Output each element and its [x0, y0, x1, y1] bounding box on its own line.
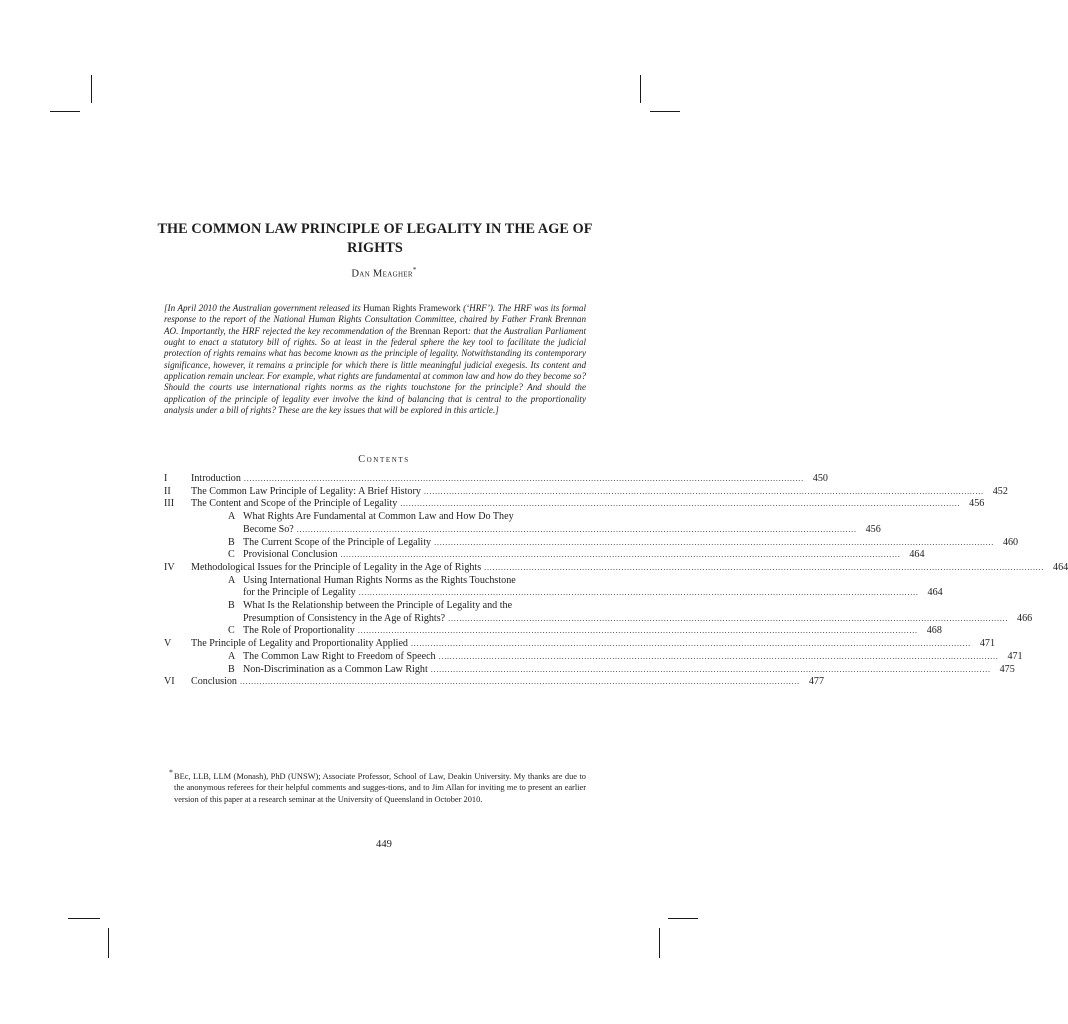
table-of-contents	[164, 473, 1068, 689]
toc-entry-title: Become So?	[243, 523, 294, 535]
toc-leader-dots: ........................................................................................................................................................................................................	[296, 524, 857, 534]
toc-section-number: VI	[164, 676, 175, 688]
toc-entry-title: The Role of Proportionality	[243, 625, 355, 637]
toc-entry-title: The Content and Scope of the Principle of Legality	[191, 498, 398, 510]
toc-entry-title: The Common Law Right to Freedom of Speech	[243, 650, 436, 662]
abstract-text: (‘HRF’). The HRF was its formal response to the report of the National Human Rights Consultation Committee, chaired by Father Frank Brennan AO. Importantly, the HRF rejected the key recommendation of the	[164, 303, 586, 336]
toc-leader-dots: ........................................................................................................................................................................................................	[430, 664, 991, 674]
toc-page-number: 452	[992, 485, 1008, 497]
toc-subsection-letter: B	[228, 663, 235, 675]
toc-entry-title: The Principle of Legality and Proportionality Applied	[191, 638, 408, 650]
toc-entry	[164, 511, 586, 524]
toc-leader-dots: ........................................................................................................................................................................................................	[438, 651, 999, 661]
author-line	[0, 266, 768, 280]
crop-mark-top-right-horizontal	[650, 111, 680, 112]
toc-page-number: 464	[927, 587, 943, 599]
article-title: THE COMMON LAW PRINCIPLE OF LEGALITY IN THE AGE OF RIGHTS	[157, 221, 593, 256]
toc-entry-title: Using International Human Rights Norms as the Rights Touchstone	[243, 574, 516, 586]
toc-entry-title: What Rights Are Fundamental at Common Law and How Do They	[243, 511, 514, 523]
toc-entry	[164, 498, 985, 511]
toc-entry	[164, 523, 881, 537]
toc-leader-dots: ........................................................................................................................................................................................................	[484, 562, 1045, 572]
toc-entry	[164, 612, 1033, 626]
author-name: Dan Meagher	[351, 268, 413, 280]
toc-entry	[164, 650, 1023, 664]
crop-mark-top-left-vertical	[91, 75, 92, 103]
toc-section-number: I	[164, 473, 168, 484]
toc-entry	[164, 638, 995, 651]
toc-entry-title: Conclusion	[191, 676, 237, 688]
toc-subsection-letter: A	[228, 511, 236, 523]
toc-entry	[164, 676, 824, 689]
toc-leader-dots: ........................................................................................................................................................................................................	[410, 639, 971, 649]
crop-mark-bottom-right-horizontal	[668, 918, 698, 919]
toc-page-number: 477	[808, 676, 824, 688]
toc-entry-title: What Is the Relationship between the Principle of Legality and the	[243, 600, 513, 612]
toc-page-number: 456	[865, 523, 881, 535]
toc-section-number: IV	[164, 561, 175, 573]
page-number: 449	[376, 839, 392, 850]
toc-subsection-letter: A	[228, 574, 236, 586]
toc-entry-title: Non-Discrimination as a Common Law Right	[243, 663, 428, 675]
toc-leader-dots: ........................................................................................................................................................................................................	[448, 613, 1009, 623]
toc-page-number: 468	[926, 625, 942, 637]
toc-section-number: V	[164, 638, 172, 650]
author-footnote-mark: *	[412, 266, 417, 274]
toc-page-number: 464	[1053, 561, 1068, 573]
toc-section-number: III	[164, 498, 175, 510]
toc-entry	[164, 473, 828, 486]
abstract-text: : that the Australian Parliament ought to enact a statutory bill of rights. So at least in the federal sphere the key tool to facilitate the judicial protection of rights remains what has become known as the principle of legality. Notwithstanding its contemporary significance, however, it remains a principle for which there is little meaningful judicial exegesis. Its content and application remain unclear. For example, what rights are fundamental at common law and how do they become so? Should the courts use international rights norms as the rights touchstone for the principle? And should the application of the principle of legality ever involve the kind of balancing that is central to the proportionality analysis under a bill of rights? These are the key issues that will be explored in this article.]	[164, 325, 586, 416]
toc-entry	[164, 536, 1019, 550]
toc-subsection-letter: B	[228, 600, 235, 612]
toc-page-number: 456	[969, 498, 985, 510]
toc-entry	[164, 561, 1068, 575]
toc-leader-dots: ........................................................................................................................................................................................................	[357, 626, 918, 636]
toc-entry-title: Presumption of Consistency in the Age of Rights?	[243, 612, 446, 624]
footnote-mark: *	[169, 768, 173, 777]
toc-page-number: 475	[999, 663, 1015, 675]
toc-leader-dots: ........................................................................................................................................................................................................	[239, 677, 800, 687]
toc-page-number: 464	[909, 549, 925, 561]
abstract-text: [In April 2010 the Australian government released its	[164, 303, 364, 313]
author-footnote: BEc, LLB, LLM (Monash), PhD (UNSW); Associate Professor, School of Law, Deakin University. My thanks are due to the anonymous referees for their helpful comments and sugges-tions, and to Jim Allan for inviting me to present an earlier version of this paper at a research seminar at the University of Queensland in October 2010.	[174, 772, 586, 804]
toc-subsection-letter: C	[228, 625, 235, 637]
toc-entry	[164, 663, 1015, 677]
crop-mark-bottom-left-horizontal	[68, 918, 100, 919]
toc-entry	[164, 600, 586, 613]
toc-page-number: 471	[1007, 650, 1023, 662]
crop-mark-top-left-horizontal	[50, 111, 80, 112]
toc-leader-dots: ........................................................................................................................................................................................................	[358, 588, 919, 598]
crop-mark-bottom-right-vertical	[659, 928, 660, 958]
toc-entry	[164, 549, 925, 562]
abstract	[164, 303, 586, 416]
toc-leader-dots: ........................................................................................................................................................................................................	[243, 474, 804, 483]
toc-subsection-letter: A	[228, 650, 236, 662]
toc-entry	[164, 485, 1008, 499]
crop-mark-bottom-left-vertical	[108, 928, 109, 958]
toc-entry-title: Methodological Issues for the Principle of Legality in the Age of Rights	[191, 561, 482, 573]
toc-page-number: 460	[1002, 536, 1019, 548]
contents-heading: Contents	[358, 454, 410, 465]
toc-entry-title: The Current Scope of the Principle of Legality	[243, 536, 432, 548]
toc-leader-dots: ........................................................................................................................................................................................................	[423, 486, 984, 496]
toc-subsection-letter: C	[228, 549, 235, 561]
toc-page-number: 450	[812, 473, 828, 484]
toc-entry	[164, 575, 586, 588]
toc-page-number: 471	[979, 638, 995, 650]
toc-entry-title: The Common Law Principle of Legality: A Brief History	[191, 485, 421, 497]
toc-leader-dots: ........................................................................................................................................................................................................	[434, 537, 995, 547]
toc-entry	[164, 625, 942, 638]
toc-entry-title: Introduction	[191, 473, 241, 484]
toc-page-number: 466	[1017, 612, 1033, 624]
abstract-document-name: Human Rights Framework	[363, 303, 461, 313]
toc-entry-title: Provisional Conclusion	[243, 549, 338, 561]
toc-entry-title: for the Principle of Legality	[243, 587, 356, 599]
toc-leader-dots: ........................................................................................................................................................................................................	[400, 499, 961, 509]
toc-subsection-letter: B	[228, 536, 235, 548]
crop-mark-top-right-vertical	[640, 75, 641, 103]
abstract-report-name: Brennan Report	[409, 325, 468, 336]
toc-section-number: II	[164, 485, 171, 497]
toc-leader-dots: ........................................................................................................................................................................................................	[340, 550, 901, 560]
toc-entry	[164, 587, 943, 600]
